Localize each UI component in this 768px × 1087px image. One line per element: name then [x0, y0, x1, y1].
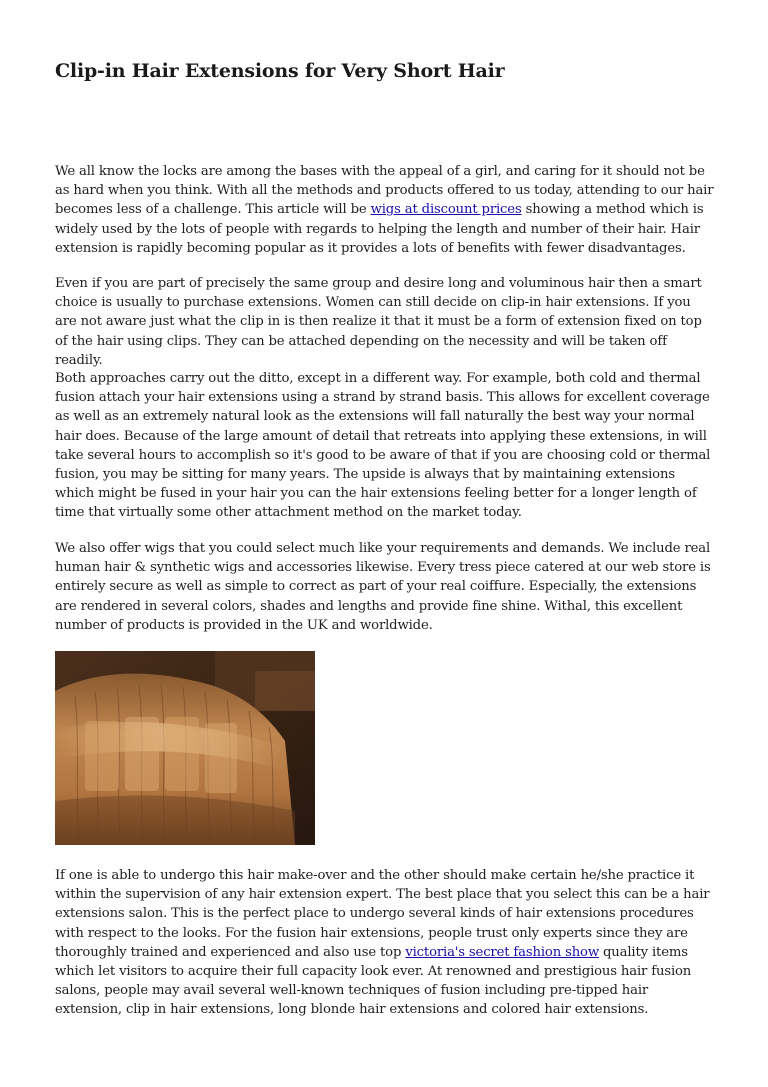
victorias-secret-link[interactable]: victoria's secret fashion show: [405, 944, 599, 960]
paragraph-5: [55, 866, 715, 1020]
paragraph-5-text-a: If one is able to undergo this hair make-over and the other should make certain he/she practice it within the supervision of any hair extension expert. The best place that you select this can be a hair extensions salon. This is the perfect place to undergo several kinds of hair extensions procedures with respect to the looks. For the fusion hair extensions, people trust only experts since they are thoroughly trained and experienced and also use top: [55, 868, 710, 960]
wigs-discount-link[interactable]: wigs at discount prices: [370, 202, 522, 218]
paragraph-5-text-b: quality items which let visitors to acquire their full capacity look ever. At renowned and prestigious hair fusion salons, people may avail several well-known techniques of fusion including pre-tipped hair extension, clip in hair extensions, long blonde hair extensions and colored hair extensions.: [55, 944, 692, 1018]
hair-extensions-photo: [55, 651, 315, 845]
paragraph-1: [55, 162, 715, 258]
paragraph-3: Both approaches carry out the ditto, except in a different way. For example, both cold and thermal fusion attach your hair extensions using a strand by strand basis. This allows for excellent coverage as well as an extremely natural look as the extensions will fall naturally the best way your normal hair does. Because of the large amount of detail that retreats into applying these extensions, in will take several hours to accomplish so it's good to be aware of that if you are choosing cold or thermal fusion, you may be sitting for many years. The upside is always that by maintaining extensions which might be fused in your hair you can the hair extensions feeling better for a longer length of time that virtually some other attachment method on the market today.: [55, 371, 711, 521]
paragraph-1-text-b: showing a method which is widely used by the lots of people with regards to helping the length and number of their hair. Hair extension is rapidly becoming popular as it provides a lots of benefits with fewer disadvantages.: [55, 202, 704, 256]
page-title: Clip-in Hair Extensions for Very Short Hair: [55, 60, 505, 82]
paragraph-1-text-a: We all know the locks are among the bases with the appeal of a girl, and caring for it should not be as hard when you think. With all the methods and products offered to us today, attending to our hair becomes less of a challenge. This article will be: [55, 164, 714, 218]
paragraph-2: Even if you are part of precisely the same group and desire long and voluminous hair then a smart choice is usually to purchase extensions. Women can still decide on clip-in hair extensions. If you are not aware just what the clip in is then realize it that it must be a form of extension fixed on top of the hair using clips. They can be attached depending on the necessity and will be taken off readily.: [55, 276, 702, 368]
hair-photo-graphic: [55, 651, 315, 845]
paragraph-4: We also offer wigs that you could select much like your requirements and demands. We include real human hair & synthetic wigs and accessories likewise. Every tress piece catered at our web store is entirely secure as well as simple to correct as part of your real coiffure. Especially, the extensions are rendered in several colors, shades and lengths and provide fine shine. Withal, this excellent number of products is provided in the UK and worldwide.: [55, 541, 711, 633]
